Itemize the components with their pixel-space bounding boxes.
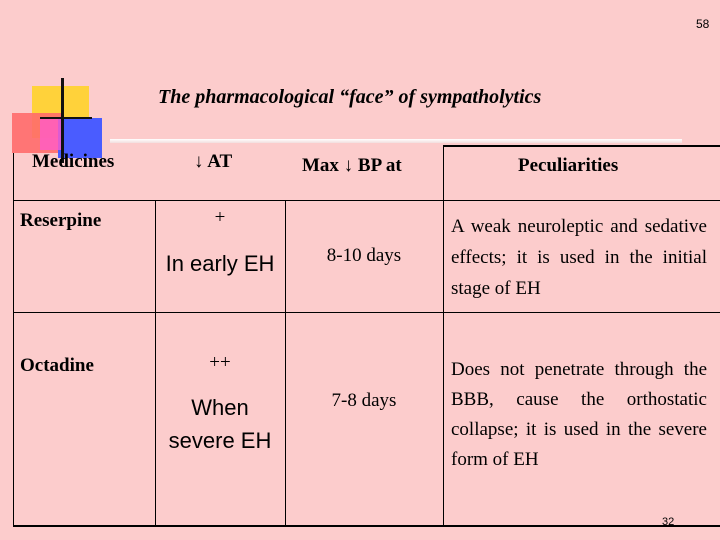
header-medicines: Medicines [32,151,115,172]
header-max-bp: Max ↓ BP at [302,155,402,176]
at-note-octadine [155,391,285,457]
slide-number: 58 [696,17,710,31]
row-divider-line [13,312,720,313]
table-top-line [443,145,720,147]
corner-page-number: 32 [662,516,675,528]
logo-horizontal-line [40,117,92,119]
at-mark-octadine: ++ [209,352,231,373]
at-note-octadine-line1: When [191,395,249,420]
medicine-octadine: Octadine [20,355,94,376]
column-line-left [13,153,14,527]
header-peculiarities: Peculiarities [518,155,619,176]
max-bp-reserpine: 8-10 days [326,245,402,266]
medicine-reserpine: Reserpine [20,210,102,231]
at-note-reserpine: In early EH [165,251,275,276]
table-bottom-line [13,525,720,527]
header-at: ↓ AT [194,151,233,172]
header-bottom-line [13,200,720,201]
at-mark-reserpine: + [214,207,226,228]
column-line-3 [443,145,444,527]
max-bp-octadine: 7-8 days [331,390,397,411]
title-rule [110,139,682,143]
decorative-logo [0,0,110,160]
peculiarities-reserpine: A weak neuroleptic and sedative effects; it is used in the initial stage of EH [451,216,707,299]
peculiarities-octadine: Does not penetrate through the BBB, cause the orthostatic collapse; it is used in the severe form of EH [451,359,707,470]
at-note-octadine-line2: severe EH [168,428,272,453]
slide-title: The pharmacological “face” of sympatholytics [158,86,542,108]
